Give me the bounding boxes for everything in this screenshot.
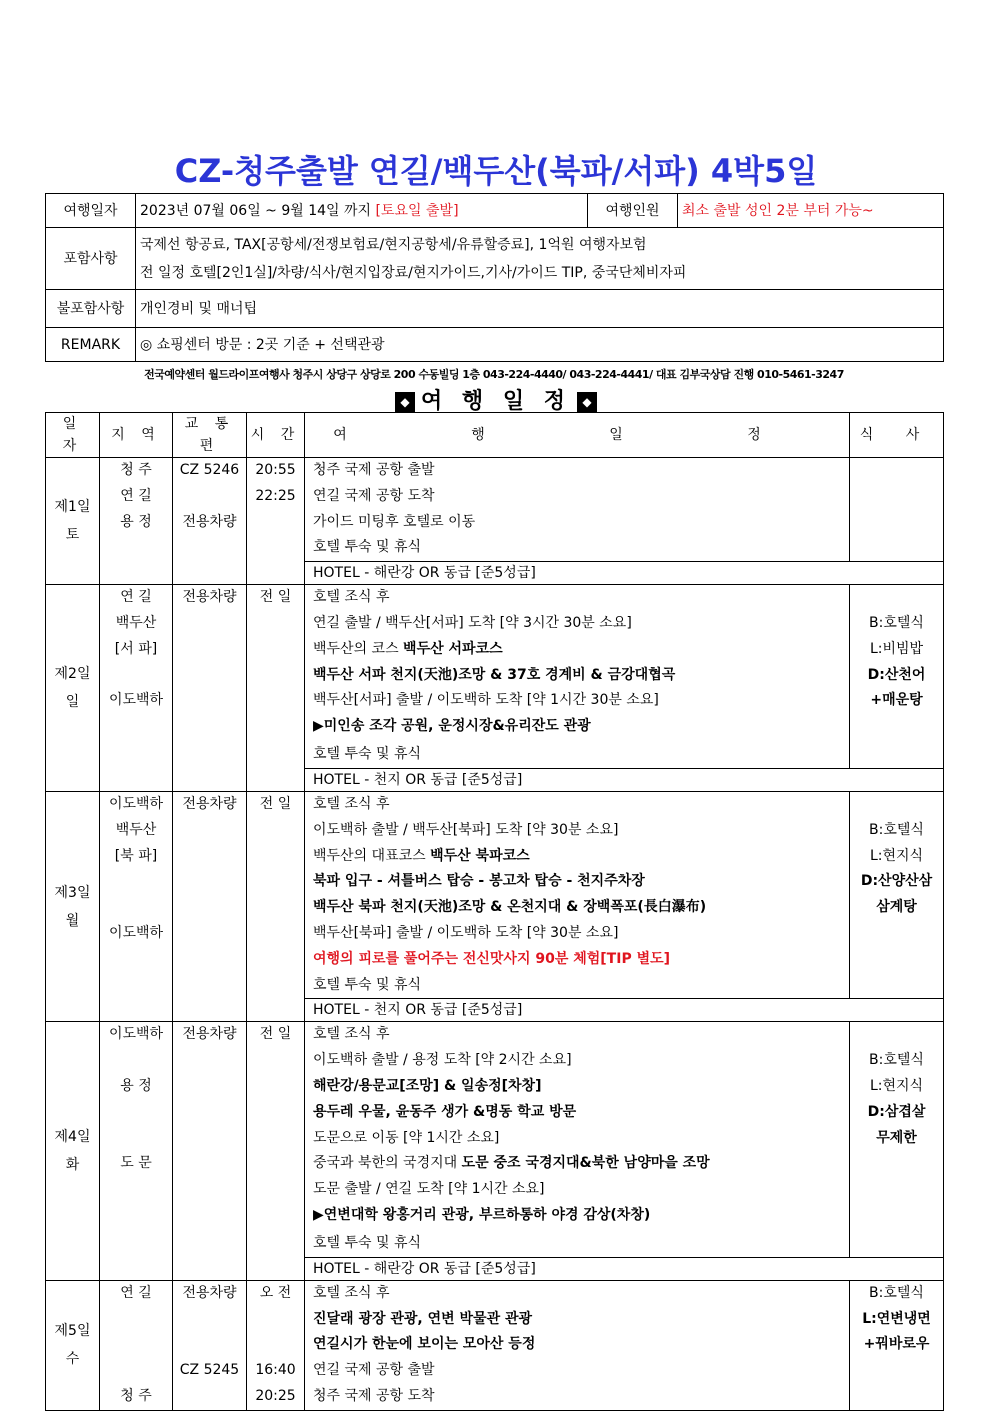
day-label: 제5일: [54, 1323, 91, 1340]
region: [북 파]: [114, 847, 158, 864]
region-cell: [100, 458, 173, 585]
day-row: [46, 458, 944, 562]
schedule-header-row: [46, 413, 944, 458]
region: 백두산: [115, 614, 157, 631]
hotel-cell: HOTEL - 천지 OR 동급 [준5성급]: [305, 768, 944, 791]
travel-date-note: [토요일 출발]: [375, 202, 459, 219]
transport: CZ 5246: [179, 462, 240, 478]
meal: D:삼겹살: [867, 1103, 926, 1120]
region: 이도백하: [108, 692, 164, 709]
itinerary-text: 백두산의 코스: [313, 640, 404, 657]
transport-cell: [173, 458, 247, 585]
day-row: [46, 585, 944, 769]
region: [103, 663, 169, 689]
time-cell: [247, 458, 305, 585]
itinerary-item: 청주 국제 공항 도착: [313, 1387, 435, 1404]
itinerary-item: 백두산 서파 천지(天池)조망 & 37호 경계비 & 금강대협곡: [313, 666, 676, 683]
itinerary-item: 가이드 미팅후 호텔로 이동: [313, 513, 476, 530]
region-cell: [100, 1280, 173, 1410]
weekday-label: 화: [65, 1157, 80, 1174]
itinerary-item: 호텔 조식 후: [313, 1026, 390, 1043]
day-row: [46, 1280, 944, 1410]
region: [103, 1126, 169, 1152]
meal: [853, 792, 940, 818]
weekday-label: 수: [65, 1351, 80, 1368]
day-label: 제3일: [54, 884, 91, 901]
time: 20:25: [255, 1387, 296, 1404]
itinerary-item: ▶연변대학 왕홍거리 관광, 부르하통하 야경 감상(차창): [313, 1206, 651, 1223]
time: 전 일: [259, 1026, 292, 1043]
region: [103, 1307, 169, 1333]
itinerary-item: 도문으로 이동 [약 1시간 소요]: [313, 1129, 500, 1146]
meal: L:현지식: [869, 1077, 924, 1094]
itinerary-item: 백두산[북파] 출발 / 이도백하 도착 [약 30분 소요]: [313, 924, 619, 941]
itinerary-item: 연길시가 한눈에 보이는 모아산 등정: [313, 1336, 536, 1353]
meal-cell: [850, 1280, 944, 1410]
day-cell: [46, 1280, 100, 1410]
itinerary-highlight: 백두산 북파코스: [430, 847, 530, 864]
hotel-cell: HOTEL - 천지 OR 동급 [준5성급]: [305, 999, 944, 1022]
time: 16:40: [255, 1362, 296, 1379]
itinerary-item: 용두레 우물, 윤동주 생가 &명동 학교 방문: [313, 1103, 577, 1120]
region: 청 주: [120, 462, 152, 478]
itinerary-item: 호텔 투숙 및 휴식: [313, 539, 422, 556]
travel-date-cell: [136, 194, 588, 228]
meal: L:연변냉면: [862, 1310, 931, 1327]
include-line: 전 일정 호텔[2인1실]/차량/식사/현지입장료/현지가이드,기사/가이드 TIP, 중국단체비자피: [140, 264, 687, 281]
travel-date-value: 2023년 07월 06일 ~ 9월 14일 까지: [140, 202, 372, 219]
travel-date-label: 여행일자: [46, 194, 136, 228]
hotel-cell: HOTEL - 해란강 OR 동급 [준5성급]: [305, 1257, 944, 1280]
meal-cell: [850, 791, 944, 998]
time: 전 일: [259, 589, 292, 606]
time: [250, 1307, 301, 1333]
transport: [176, 484, 243, 510]
itinerary-item: 진달래 광장 관광, 연변 박물관 관광: [313, 1310, 533, 1327]
itinerary-item: 백두산 북파 천지(天池)조망 & 온천지대 & 장백폭포(長白瀑布): [313, 899, 707, 916]
transport: 전용차량: [182, 589, 237, 606]
transport: 전용차량: [182, 1284, 237, 1301]
exclude-value: 개인경비 및 매너팁: [136, 290, 944, 328]
diamond-icon: ◆: [395, 392, 415, 412]
region: [103, 1100, 169, 1126]
itinerary-item: 호텔 투숙 및 휴식: [313, 1234, 422, 1251]
time-cell: [247, 585, 305, 792]
meal: 무제한: [876, 1129, 917, 1146]
transport-cell: [173, 1022, 247, 1280]
itinerary-item: 연길 국제 공항 도착: [313, 487, 435, 504]
transport: 전용차량: [182, 1026, 237, 1043]
itinerary-cell: [305, 1280, 850, 1410]
time: 20:55: [255, 462, 296, 478]
include-cell: [136, 228, 944, 290]
time: 오 전: [259, 1284, 292, 1301]
day-cell: [46, 585, 100, 792]
region: [103, 869, 169, 895]
meal: B:호텔식: [869, 1052, 924, 1069]
itinerary-item: 이도백하 출발 / 백두산[북파] 도착 [약 30분 소요]: [313, 821, 619, 838]
meal: +매운탕: [870, 692, 923, 709]
meal: L:비빔밥: [869, 640, 924, 657]
time: 22:25: [255, 487, 296, 504]
itinerary-cell: [305, 1022, 850, 1257]
day-cell: [46, 1022, 100, 1280]
time-cell: [247, 791, 305, 1021]
meal-cell: [850, 1022, 944, 1257]
transport-cell: [173, 1280, 247, 1410]
transport: CZ 5245: [179, 1362, 240, 1379]
itinerary-item: 연길 국제 공항 출발: [313, 1362, 435, 1379]
itinerary-item: 호텔 조식 후: [313, 795, 390, 812]
schedule-table: [45, 412, 944, 1411]
itinerary-item: 호텔 투숙 및 휴식: [313, 976, 422, 993]
region: [103, 1332, 169, 1358]
diamond-icon: ◆: [577, 392, 597, 412]
region: 이도백하: [108, 795, 164, 812]
region: [103, 895, 169, 921]
itinerary-item: 해란강/용문교[조망] & 일송정[차창]: [313, 1077, 542, 1094]
exclude-label: 불포함사항: [46, 290, 136, 328]
meal: B:호텔식: [869, 1284, 924, 1301]
travel-people-value: 최소 출발 성인 2분 부터 가능~: [678, 194, 944, 228]
weekday-label: 일: [65, 694, 80, 711]
time-cell: [247, 1022, 305, 1280]
page-title: CZ-청주출발 연길/백두산(북파/서파) 4박5일: [174, 152, 818, 190]
itinerary-item: ▶미인송 조각 공원, 운정시장&유리잔도 관광: [313, 718, 591, 735]
region: 연 길: [120, 589, 152, 606]
header-cell: 시 간: [247, 413, 305, 458]
itinerary-item: 백두산[서파] 출발 / 이도백하 도착 [약 1시간 30분 소요]: [313, 692, 659, 709]
day-label: 제2일: [54, 666, 91, 683]
region: [103, 1048, 169, 1074]
time-cell: [247, 1280, 305, 1410]
region-cell: [100, 585, 173, 792]
region: 용 정: [120, 513, 152, 530]
meal: B:호텔식: [869, 821, 924, 838]
region: 연 길: [120, 1284, 152, 1301]
meal: 삼계탕: [876, 899, 917, 916]
region-cell: [100, 791, 173, 1021]
itinerary-cell: [305, 791, 850, 998]
transport: [176, 1332, 243, 1358]
day-label: 제1일: [54, 499, 91, 516]
meal-cell: [850, 585, 944, 769]
meal: L:현지식: [869, 847, 924, 864]
itinerary-text: 백두산의 대표코스: [313, 847, 431, 864]
remark-value: ◎ 쇼핑센터 방문 : 2곳 기준 + 선택관광: [136, 328, 944, 362]
itinerary-item: 호텔 투숙 및 휴식: [313, 746, 422, 763]
day-row: [46, 1022, 944, 1257]
day-row: [46, 791, 944, 998]
itinerary-item: 도문 출발 / 연길 도착 [약 1시간 소요]: [313, 1181, 545, 1198]
transport: [176, 1307, 243, 1333]
weekday-label: 토: [65, 527, 80, 544]
region: 연 길: [120, 487, 152, 504]
header-cell: 일 자: [46, 413, 100, 458]
region: 도 문: [120, 1155, 152, 1172]
transport-cell: [173, 791, 247, 1021]
region: 이도백하: [108, 924, 164, 941]
day-label: 제4일: [54, 1129, 91, 1146]
meal: D:산양산삼: [860, 873, 933, 890]
itinerary-cell: [305, 458, 850, 562]
itinerary-item: 북파 입구 - 셔틀버스 탑승 - 봉고차 탑승 - 천지주차장: [313, 873, 645, 890]
header-cell: 식 사: [850, 413, 944, 458]
region: 이도백하: [108, 1026, 164, 1043]
region: 청 주: [120, 1387, 152, 1404]
itinerary-item: [313, 1151, 846, 1177]
time: [250, 1332, 301, 1358]
itinerary-item: 청주 국제 공항 출발: [313, 462, 435, 478]
header-cell: 교 통 편: [173, 413, 247, 458]
meal: [853, 1022, 940, 1048]
remark-label: REMARK: [46, 328, 136, 362]
region: [103, 1358, 169, 1384]
itinerary-highlight: 백두산 서파코스: [403, 640, 503, 657]
trip-info-table: [45, 193, 944, 362]
itinerary-item: 호텔 조식 후: [313, 1284, 390, 1301]
itinerary-item: 여행의 피로를 풀어주는 전신맛사지 90분 체험[TIP 별도]: [313, 950, 671, 967]
meal: [853, 585, 940, 611]
transport: 전용차량: [182, 513, 237, 530]
travel-people-label: 여행인원: [588, 194, 678, 228]
day-cell: [46, 458, 100, 585]
header-cell: 지 역: [100, 413, 173, 458]
itinerary-cell: [305, 585, 850, 769]
header-cell: 여 행 일 정: [305, 413, 850, 458]
meal: D:산천어: [867, 666, 926, 683]
schedule-heading: [0, 384, 992, 415]
transport: 전용차량: [182, 795, 237, 812]
itinerary-item: 이도백하 출발 / 용정 도착 [약 2시간 소요]: [313, 1052, 572, 1069]
time: 전 일: [259, 795, 292, 812]
itinerary-highlight: 도문 중조 국경지대&북한 남양마을 조망: [461, 1155, 710, 1172]
contact-footer: 전국예약센터 월드라이프여행사 청주시 상당구 상당로 200 수동빌딩 1층 043-224-4440/ 043-224-4441/ 대표 김부국상담 진행 010-5461-3247: [144, 368, 844, 381]
itinerary-item: [313, 844, 846, 870]
itinerary-item: [313, 637, 846, 663]
region: 백두산: [115, 821, 157, 838]
region-cell: [100, 1022, 173, 1280]
region: 용 정: [120, 1077, 152, 1094]
hotel-cell: HOTEL - 해란강 OR 동급 [준5성급]: [305, 562, 944, 585]
itinerary-item: 연길 출발 / 백두산[서파] 도착 [약 3시간 30분 소요]: [313, 614, 632, 631]
schedule-heading-text: 여 행 일 정: [421, 389, 571, 414]
meal: +꿔바로우: [863, 1336, 930, 1353]
include-line: 국제선 항공료, TAX[공항세/전쟁보험료/현지공항세/유류할증료], 1억원 여행자보험: [140, 236, 647, 253]
weekday-label: 월: [65, 912, 80, 929]
transport-cell: [173, 585, 247, 792]
region: [서 파]: [114, 640, 158, 657]
day-cell: [46, 791, 100, 1021]
itinerary-item: 호텔 조식 후: [313, 589, 390, 606]
itinerary-text: 중국과 북한의 국경지대: [313, 1155, 462, 1172]
meal: B:호텔식: [869, 614, 924, 631]
meal-cell: [850, 458, 944, 562]
include-label: 포함사항: [46, 228, 136, 290]
